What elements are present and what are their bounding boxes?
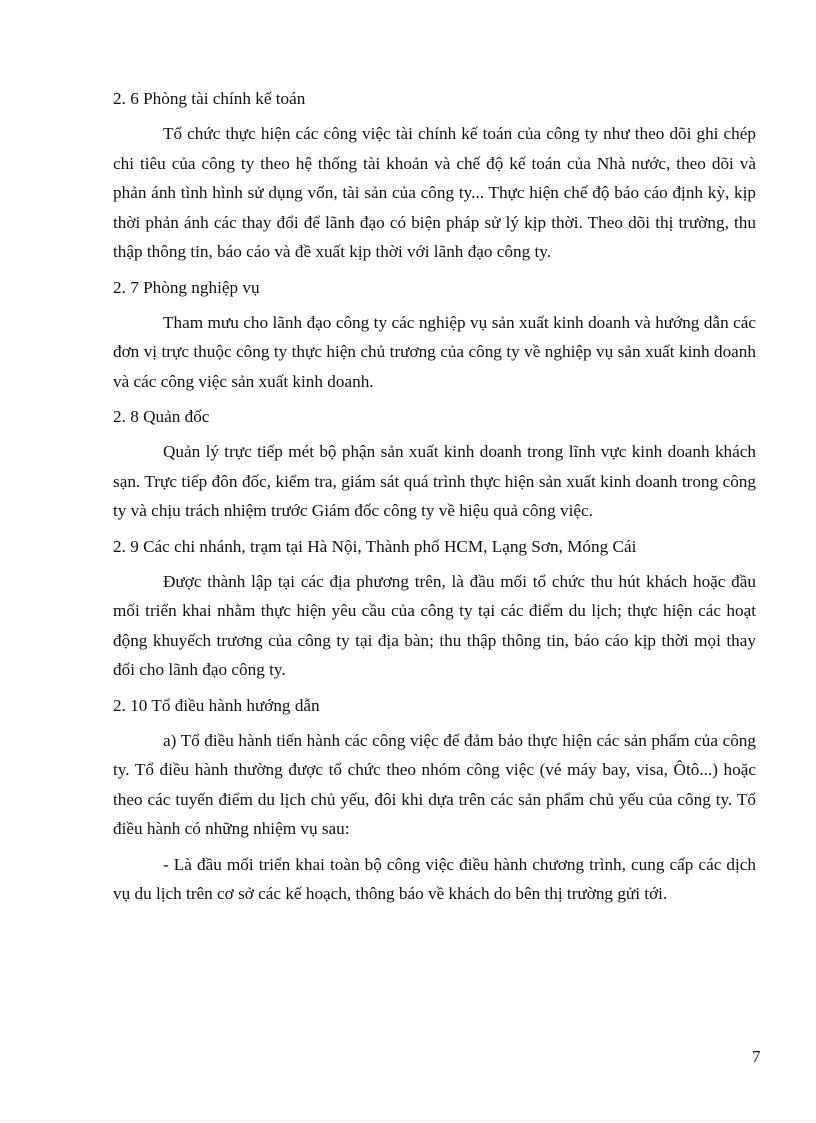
page-content <box>113 84 756 915</box>
section-2-7 <box>113 273 756 397</box>
section-2-9 <box>113 532 756 685</box>
section-heading: 2. 6 Phòng tài chính kế toán <box>113 89 306 108</box>
section-heading: 2. 9 Các chi nhánh, trạm tại Hà Nội, Thành phố HCM, Lạng Sơn, Móng Cái <box>113 536 637 556</box>
section-heading: 2. 10 Tổ điều hành hướng dẫn <box>113 695 320 715</box>
page-bottom-edge <box>0 1120 816 1121</box>
section-paragraph: Tham mưu cho lãnh đạo công ty các nghiệp vụ sản xuất kinh doanh và hướng dẫn các đơn vị trực thuộc công ty thực hiện chủ trương của công ty về nghiệp vụ sản xuất kinh doanh và các công việc sản xuất kinh doanh. <box>113 312 756 391</box>
section-2-8 <box>113 402 756 526</box>
list-item-paragraph: - Là đầu mối triển khai toàn bộ công việc điều hành chương trình, cung cấp các dịch vụ du lịch trên cơ sở các kế hoạch, thông báo về khách do bên thị trường gửi tới. <box>113 854 756 903</box>
section-heading: 2. 7 Phòng nghiệp vụ <box>113 277 260 297</box>
section-2-6 <box>113 84 756 267</box>
section-paragraph: a) Tổ điều hành tiến hành các công việc để đảm bảo thực hiện các sản phẩm của công ty. Tổ điều hành thường được tổ chức theo nhóm công việc (vé máy bay, visa, Ôtô...) hoặc theo các tuyến điểm du lịch chủ yếu, đôi khi dựa trên các sản phẩm chủ yếu của công ty. Tổ điều hành có những nhiệm vụ sau: <box>113 730 756 838</box>
section-paragraph: Được thành lập tại các địa phương trên, là đầu mối tổ chức thu hút khách hoặc đầu mối triển khai nhằm thực hiện yêu cầu của công ty tại các điểm du lịch; thực hiện các hoạt động khuyếch trương của công ty tại địa bàn; thu thập thông tin, báo cáo kịp thời mọi thay đổi cho lãnh đạo công ty. <box>113 571 756 679</box>
section-paragraph: Quản lý trực tiếp mét bộ phận sản xuất kinh doanh trong lĩnh vực kinh doanh khách sạn. Trực tiếp đôn đốc, kiểm tra, giám sát quá trình thực hiện sản xuất kinh doanh trong công ty và chịu trách nhiệm trước Giám đốc công ty về hiệu quả công việc. <box>113 442 756 520</box>
section-paragraph: Tổ chức thực hiện các công việc tài chính kế toán của công ty như theo dõi ghi chép chi tiêu của công ty theo hệ thống tài khoản và chế độ kế toán của Nhà nước, theo dõi và phản ánh tình hình sử dụng vốn, tài sản của công ty... Thực hiện chế độ báo cáo định kỳ, kịp thời phản ánh các thay đổi để lãnh đạo có biện pháp sử lý kịp thời. Theo dõi thị trường, thu thập thông tin, báo cáo và đề xuất kịp thời với lãnh đạo công ty. <box>113 124 756 261</box>
section-heading: 2. 8 Quản đốc <box>113 407 210 426</box>
section-2-10 <box>113 691 756 909</box>
page-number: 7 <box>752 1047 761 1066</box>
